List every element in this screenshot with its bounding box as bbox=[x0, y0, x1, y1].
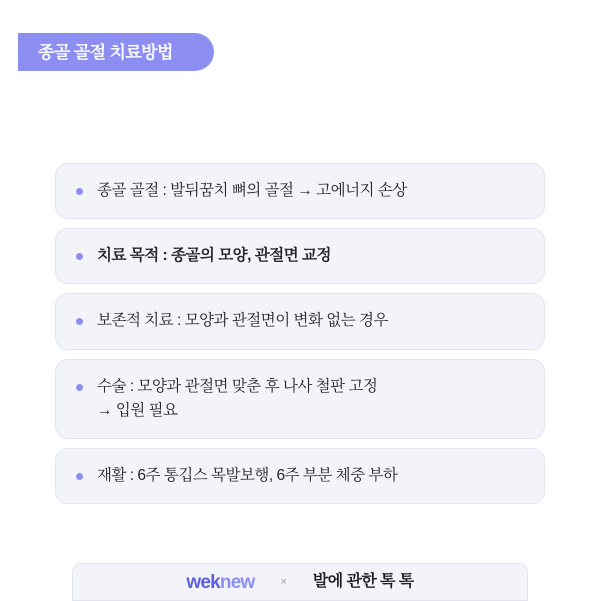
partner-name: 발에 관한 톡 톡 bbox=[312, 573, 414, 590]
bullet-dot-icon bbox=[76, 253, 83, 260]
bullet-card-text: 치료 목적 : 종골의 모양, 관절면 교정 bbox=[97, 247, 331, 265]
bullet-card bbox=[55, 359, 545, 439]
brand-logo bbox=[186, 573, 254, 592]
page-title-pill bbox=[18, 33, 214, 71]
bullet-dot-icon bbox=[76, 188, 83, 195]
bullet-card bbox=[55, 293, 545, 349]
bullet-card bbox=[55, 448, 545, 504]
brand-logo-part1: wek bbox=[186, 571, 220, 593]
bullet-card bbox=[55, 163, 545, 219]
bullet-dot-icon bbox=[76, 384, 83, 391]
bullet-card bbox=[55, 228, 545, 284]
bullet-card-text: 수술 : 모양과 관절면 맞춘 후 나사 철판 고정 → 입원 필요 bbox=[97, 377, 378, 419]
bullet-card-text: 재활 : 6주 통깁스 목발보행, 6주 부분 체중 부하 bbox=[97, 466, 398, 484]
page-title: 종골 골절 치료방법 bbox=[38, 42, 173, 62]
bullet-card-text: 종골 골절 : 발뒤꿈치 뼈의 골절 → 고에너지 손상 bbox=[97, 182, 407, 199]
footer-bar bbox=[72, 563, 528, 601]
brand-logo-part2: new bbox=[219, 571, 255, 593]
bullet-dot-icon bbox=[76, 318, 83, 325]
bullet-dot-icon bbox=[76, 473, 83, 480]
bullet-card-list bbox=[55, 163, 545, 504]
bullet-card-text: 보존적 치료 : 모양과 관절면이 변화 없는 경우 bbox=[97, 312, 388, 330]
collab-separator-icon: × bbox=[280, 575, 287, 588]
